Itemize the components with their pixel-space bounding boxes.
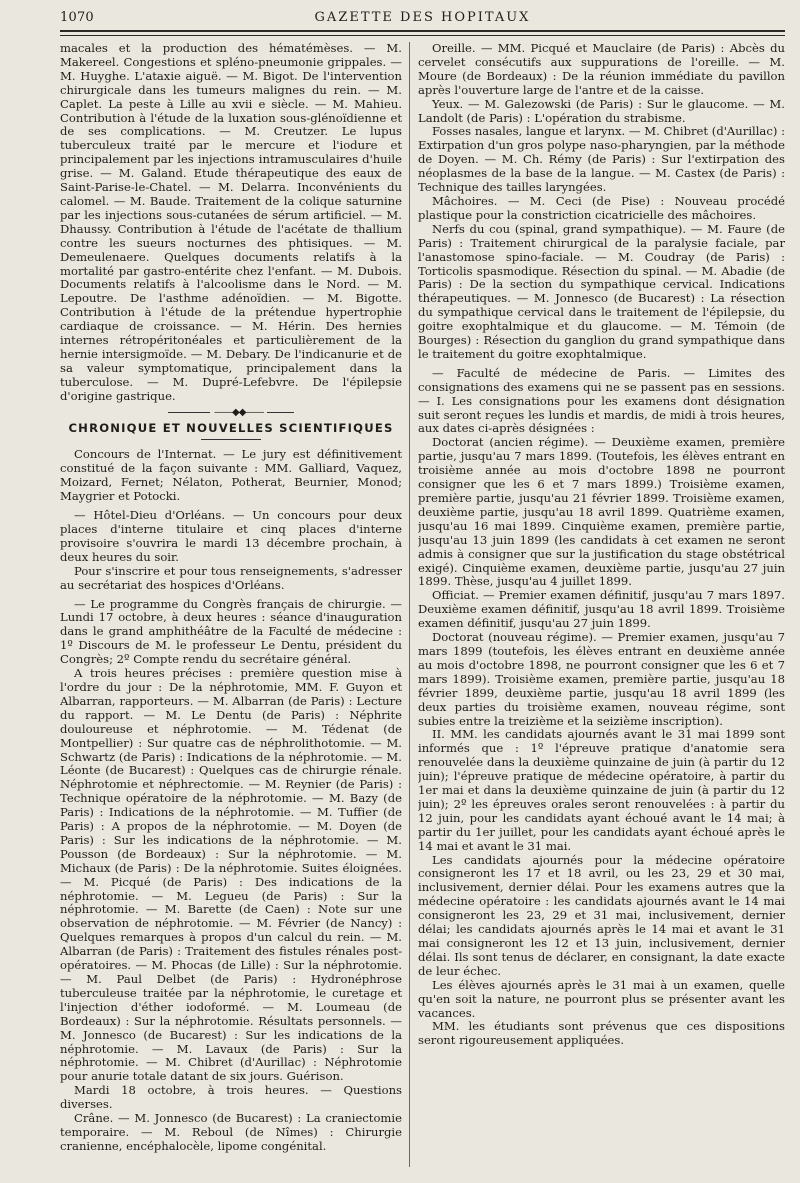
fosses-nasales-paragraph: Fosses nasales, langue et larynx. — M. Chibret (d'Aurillac) : Extirpation d'un gros polype naso-pharyngien, par la méthode de Doyen. — M. Ch. Rémy (de Paris) : Sur l'extirpation des néoplasmes de la base de la langue. — M. Castex (de Paris) : Technique des tailles laryngées. (418, 124, 785, 195)
header-rule (60, 30, 785, 32)
congres-programme-paragraph: — Le programme du Congrès français de chirurgie. — Lundi 17 octobre, à deux heures : séance d'inauguration dans le grand amphithéâtre de la Faculté de médecine : 1º Discours de M. le professeur Le Dentu, président du Congrès; 2º Compte rendu du secrétaire général. (60, 596, 402, 667)
ornament-text: ——◆◆—— (210, 406, 267, 420)
candidats-ajournes-paragraph: II. MM. les candidats ajournés avant le 31 mai 1899 sont informés que : 1º l'épreuve pratique d'anatomie sera renouvelée dans la deuxième quinzaine de juin (à partir du 12 juin); l'épreuve pratique de médecine opératoire, à partir du 1er mai et dans la deuxième quinzaine de juin (à partir du 12 juin); 2º les épreuves orales seront renouvelées : à partir du 12 juin, pour les candidats ayant échoué avant le 14 mai; à partir du 1er juillet, pour les candidats ayant échoué après le 14 mai et avant le 31 mai. (418, 727, 785, 853)
doctorat-nouveau-paragraph: Doctorat (nouveau régime). — Premier examen, jusqu'au 7 mars 1899 (toutefois, les élèves entrant en deuxième année au mois d'octobre 1898, ne pourront consigner que les 6 et 7 mars 1899). Troisième examen, première partie, jusqu'au 18 février 1899, deuxième partie, jusqu'au 18 avril 1899 (les deux parties du troisième examen, nouveau régime, sont subies entre la treizième et la seizième inscription). (418, 630, 785, 728)
journal-title: GAZETTE DES HOPITAUX (314, 10, 531, 25)
machoires-paragraph: Mâchoires. — M. Ceci (de Pise) : Nouveau procédé plastique pour la constriction cicatricielle des mâchoires. (418, 193, 785, 222)
section-ornament (60, 406, 402, 418)
etudiants-prevenus-paragraph: MM. les étudiants sont prévenus que ces dispositions seront rigoureusement appliquées. (418, 1019, 785, 1048)
officiat-paragraph: Officiat. — Premier examen définitif, jusqu'au 7 mars 1897. Deuxième examen définitif, jusqu'au 18 avril 1899. Troisième examen définitif, jusqu'au 27 juin 1899. (418, 588, 785, 631)
left-column (60, 42, 402, 1162)
concours-internat-paragraph: Concours de l'Internat. — Le jury est définitivement constitué de la façon suivante : MM. Galliard, Vaquez, Moizard, Fernet; Nélaton, Potherat, Beurnier, Monod; Maygrier et Potocki. (60, 447, 402, 504)
hotel-dieu-orleans-paragraph: — Hôtel-Dieu d'Orléans. — Un concours pour deux places d'interne titulaire et cinq places d'interne provisoire s'ouvrira le mardi 13 décembre prochain, à deux heures du soir. (60, 508, 402, 564)
nerfs-du-cou-paragraph: Nerfs du cou (spinal, grand sympathique). — M. Faure (de Paris) : Traitement chirurgical de la paralysie faciale, par l'anastomose spino-faciale. — M. Coudray (de Paris) : Torticolis spasmodique. Résection du spinal. — M. Abadie (de Paris) : De la section du sympathique cervical. Indications thérapeutiques. — M. Jonnesco (de Bucarest) : La résection du sympathique cervical dans le traitement de l'épilepsie, du goitre exophtalmique et du glaucome. — M. Témoin (de Bourges) : Résection du ganglion du grand sympathique dans le traitement du goitre exophtalmique. (418, 221, 785, 361)
faculte-medecine-paragraph: — Faculté de médecine de Paris. — Limites des consignations des examens qui ne se passent pas en sessions. — I. Les consignations pour les examens dont désignation suit seront reçues les lundis et mardis, de midi à trois heures, aux dates ci-après désignées : (418, 365, 785, 436)
page-number: 1070 (60, 10, 94, 25)
medecine-operatoire-paragraph: Les candidats ajournés pour la médecine opératoire consigneront les 17 et 18 avril, ou les 23, 29 et 30 mai, inclusivement, dernier délai. Pour les examens autres que la médecine opératoire : les candidats ajournés avant le 14 mai consigneront les 23, 29 et 31 mai, inclusivement, dernier délai; les candidats ajournés après le 14 mai et avant le 31 mai consigneront les 12 et 13 juin, inclusivement, dernier délai. Ils sont tenus de déclarer, en consignant, la date exacte de leur échec. (418, 852, 785, 978)
crane-paragraph: Crâne. — M. Jonnesco (de Bucarest) : La craniectomie temporaire. — M. Reboul (de Nîmes) : Chirurgie cranienne, encéphalocèle, lipome congénital. (60, 1111, 402, 1153)
oreille-paragraph: Oreille. — MM. Picqué et Mauclaire (de Paris) : Abcès du cervelet consécutifs aux suppurations de l'oreille. — M. Moure (de Bordeaux) : De la réunion immédiate du pavillon après l'ouverture large de l'antre et de la caisse. (418, 42, 785, 97)
mardi-paragraph: Mardi 18 octobre, à trois heures. — Questions diverses. (60, 1083, 402, 1112)
theses-list-paragraph: macales et la production des hématémèses. — M. Makereel. Congestions et spléno-pneumonie grippales. — M. Huyghe. L'ataxie aiguë. — M. Bigot. De l'intervention chirurgicale dans les tumeurs malignes du rein. — M. Caplet. La peste à Lille au xvii e siècle. — M. Mahieu. Contribution à l'étude de la luxation sous-glénoïdienne et de ses complications. — M. Creutzer. Le lupus tuberculeux traité par le mercure et l'iodure et principalement par les injections intramusculaires d'huile grise. — M. Galand. Etude thérapeutique des eaux de Saint-Parise-le-Chatel. — M. Delarra. Inconvénients du calomel. — M. Baude. Traitement de la colique saturnine par les injections sous-cutanées de sérum artificiel. — M. Dhaussy. Contribution à l'étude de l'acétate de thallium contre les sueurs nocturnes des phtisiques. — M. Demeulenaere. Quelques documents relatifs à la mortalité par gastro-entérite chez l'enfant. — M. Dubois. Documents relatifs à l'alcoolisme dans le Nord. — M. Lepoutre. De l'asthme adénoïdien. — M. Bigotte. Contribution à l'étude de la prétendue hypertrophie cardiaque de croissance. — M. Hérin. Des hernies internes rétropéritonéales et particulièrement de la hernie intersigmoïde. — M. Debary. De l'indicanurie et de sa valeur symptomatique, principalement dans la tuberculose. — M. Dupré-Lefebvre. De l'épilepsie d'origine gastrique. (60, 42, 402, 403)
nephrotomie-paragraph: A trois heures précises : première question mise à l'ordre du jour : De la néphrotomie, MM. F. Guyon et Albarran, rapporteurs. — M. Albarran (de Paris) : Lecture du rapport. — M. Le Dentu (de Paris) : Néphrite douloureuse et néphrotomie. — M. Tédenat (de Montpellier) : Sur quatre cas de néphrolithotomie. — M. Schwartz (de Paris) : Indications de la néphrotomie. — M. Léonte (de Bucarest) : Quelques cas de chirurgie rénale. Néphrotomie et néphrectomie. — M. Reynier (de Paris) : Technique opératoire de la néphrotomie. — M. Bazy (de Paris) : Indications de la néphrotomie. — M. Tuffier (de Paris) : A propos de la néphrotomie. — M. Doyen (de Paris) : Sur les indications de la néphrotomie. — M. Pousson (de Bordeaux) : Sur la néphrotomie. — M. Michaux (de Paris) : De la néphrotomie. Suites éloignées. — M. Picqué (de Paris) : Des indications de la néphrotomie. — M. Legueu (de Paris) : Sur la néphrotomie. — M. Barette (de Caen) : Note sur une observation de néphrotomie. — M. Février (de Nancy) : Quelques remarques à propos d'un calcul du rein. — M. Albarran (de Paris) : Traitement des fistules rénales post-opératoires. — M. Phocas (de Lille) : Sur la néphrotomie. — M. Paul Delbet (de Paris) : Hydronéphrose tuberculeuse traitée par la néphrotomie, le curetage et l'injection d'éther iodoformé. — M. Loumeau (de Bordeaux) : Sur la néphrotomie. Résultats personnels. — M. Jonnesco (de Bucarest) : Sur les indications de la néphrotomie. — M. Lavaux (de Paris) : Sur la néphrotomie. — M. Chibret (d'Aurillac) : Néphrotomie pour anurie totale datant de six jours. Guérison. (60, 666, 402, 1084)
section-title-rule (201, 439, 261, 440)
section-title: CHRONIQUE ET NOUVELLES SCIENTIFIQUES (68, 420, 394, 435)
right-column (418, 42, 785, 1162)
eleves-ajournes-paragraph: Les élèves ajournés après le 31 mai à un examen, quelle qu'en soit la nature, ne pourront plus se présenter avant les vacances. (418, 977, 785, 1020)
column-divider (409, 42, 410, 1167)
yeux-paragraph: Yeux. — M. Galezowski (de Paris) : Sur le glaucome. — M. Landolt (de Paris) : L'opération du strabisme. (418, 96, 785, 125)
header-rule-thin (60, 35, 785, 36)
doctorat-ancien-paragraph: Doctorat (ancien régime). — Deuxième examen, première partie, jusqu'au 7 mars 1899. (Toutefois, les élèves entrant en troisième année au mois d'octobre 1898 ne pourront consigner que les 6 et 7 mars 1899.) Troisième examen, première partie, jusqu'au 21 février 1899. Troisième examen, deuxième partie, jusqu'au 18 avril 1899. Quatrième examen, jusqu'au 16 mai 1899. Cinquième examen, première partie, jusqu'au 13 juin 1899 (les candidats à cet examen ne seront admis à consigner que sur la justification du stage obstétrical exigé). Cinquième examen, deuxième partie, jusqu'au 27 juin 1899. Thèse, jusqu'au 4 juillet 1899. (418, 435, 785, 589)
page-header (60, 6, 785, 30)
inscription-paragraph: Pour s'inscrire et pour tous renseignements, s'adresser au secrétariat des hospices d'Orléans. (60, 563, 402, 592)
